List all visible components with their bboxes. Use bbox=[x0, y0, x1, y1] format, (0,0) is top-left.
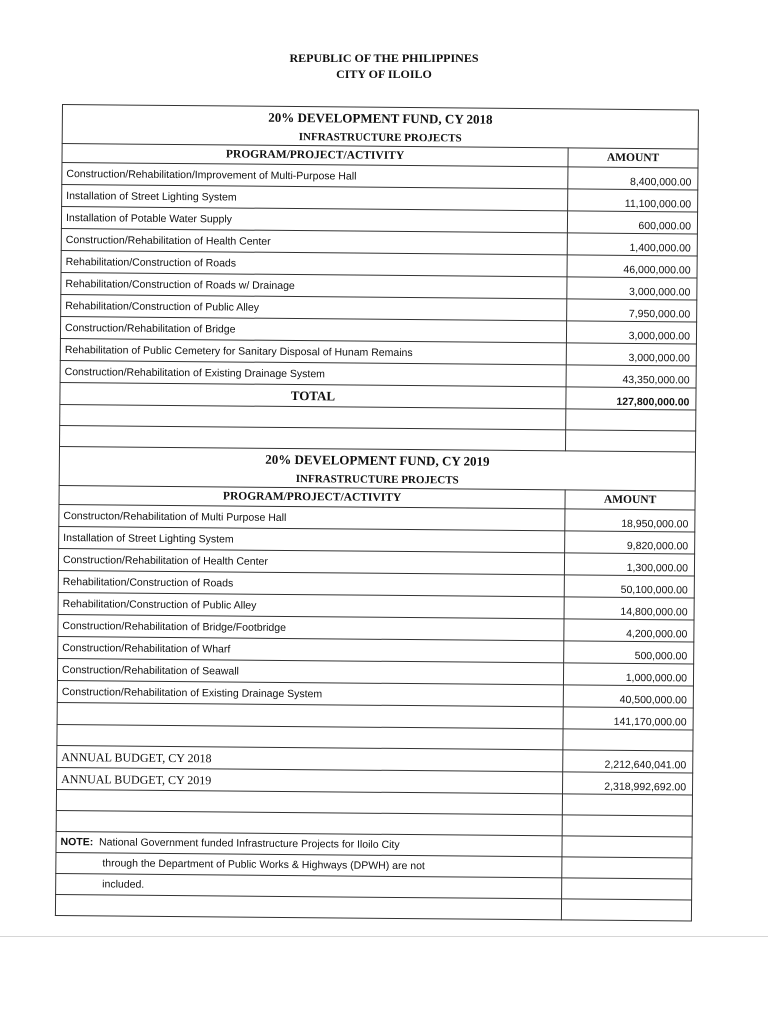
scan-page-edge bbox=[0, 936, 768, 937]
fund-2018-col-amount: AMOUNT bbox=[568, 148, 698, 168]
project-label: Rehabilitation/Construction of Roads bbox=[58, 570, 564, 596]
budget-table bbox=[55, 104, 699, 922]
fund-2018-total-amount: 127,800,000.00 bbox=[566, 387, 696, 410]
project-label: Rehabilitation/Construction of Roads bbox=[61, 250, 567, 276]
note-line-2: through the Department of Public Works & Highways (DPWH) are not bbox=[56, 852, 562, 877]
budget-2018-amount: 2,212,640,041.00 bbox=[563, 750, 693, 773]
project-label: Construction/Rehabilitation of Health Center bbox=[58, 548, 564, 574]
fund-2019-subtitle: INFRASTRUCTURE PROJECTS bbox=[59, 469, 695, 491]
project-amount: 8,400,000.00 bbox=[568, 167, 698, 190]
project-amount: 50,100,000.00 bbox=[564, 575, 694, 598]
project-amount: 500,000.00 bbox=[564, 641, 694, 664]
fund-2018-total-label: TOTAL bbox=[60, 382, 566, 408]
note-text-1: National Government funded Infrastructure Projects for Iloilo City bbox=[99, 836, 400, 851]
project-amount: 600,000.00 bbox=[567, 211, 697, 234]
project-label: Construction/Rehabilitation of Wharf bbox=[58, 636, 564, 662]
project-amount: 1,000,000.00 bbox=[563, 663, 693, 686]
project-label: Construction/Rehabilitation of Existing Drainage System bbox=[60, 360, 566, 386]
blank-row bbox=[55, 894, 691, 921]
note-label: NOTE: bbox=[60, 836, 94, 849]
project-amount: 1,400,000.00 bbox=[567, 233, 697, 256]
project-label: Construction/Rehabilitation of Bridge bbox=[60, 316, 566, 342]
fund-2019-col-program: PROGRAM/PROJECT/ACTIVITY bbox=[59, 485, 565, 508]
project-label: Installation of Street Lighting System bbox=[62, 185, 568, 211]
project-amount: 18,950,000.00 bbox=[565, 509, 695, 532]
project-label: Construction/Rehabilitation of Bridge/Footbridge bbox=[58, 614, 564, 640]
project-amount: 40,500,000.00 bbox=[563, 685, 693, 708]
project-label: Rehabilitation of Public Cemetery for Sanitary Disposal of Hunam Remains bbox=[60, 338, 566, 364]
project-amount: 11,100,000.00 bbox=[568, 189, 698, 212]
project-label: Construction/Rehabilitation of Health Center bbox=[61, 228, 567, 254]
fund-2018-col-program: PROGRAM/PROJECT/ACTIVITY bbox=[62, 144, 568, 167]
header-city: CITY OF ILOILO bbox=[336, 67, 432, 81]
project-amount: 3,000,000.00 bbox=[566, 343, 696, 366]
fund-2019-col-amount: AMOUNT bbox=[565, 490, 695, 510]
header-republic: REPUBLIC OF THE PHILIPPINES bbox=[289, 51, 479, 65]
budget-2019-amount: 2,318,992,692.00 bbox=[562, 772, 692, 795]
fund-2018-subtitle: INFRASTRUCTURE PROJECTS bbox=[62, 127, 698, 149]
budget-2018-label: ANNUAL BUDGET, CY 2018 bbox=[57, 745, 563, 771]
budget-2019-label: ANNUAL BUDGET, CY 2019 bbox=[57, 767, 563, 793]
project-amount: 1,300,000.00 bbox=[564, 553, 694, 576]
project-label: Construction/Rehabilitation of Existing Drainage System bbox=[57, 680, 563, 706]
project-label: Rehabilitation/Construction of Public Alley bbox=[58, 592, 564, 618]
project-label: Rehabilitation/Construction of Roads w/ Drainage bbox=[61, 272, 567, 298]
project-label: Construction/Rehabilitation/Improvement of Multi-Purpose Hall bbox=[62, 163, 568, 189]
project-label: Rehabilitation/Construction of Public Alley bbox=[61, 294, 567, 320]
project-amount: 3,000,000.00 bbox=[567, 277, 697, 300]
document-header bbox=[0, 50, 768, 82]
project-amount: 43,350,000.00 bbox=[566, 365, 696, 388]
project-amount: 7,950,000.00 bbox=[567, 299, 697, 322]
project-label: Constructon/Rehabilitation of Multi Purpose Hall bbox=[59, 504, 565, 530]
project-label: Installation of Street Lighting System bbox=[59, 526, 565, 552]
project-amount: 14,800,000.00 bbox=[564, 597, 694, 620]
budget-sheet bbox=[55, 104, 702, 922]
project-amount: 3,000,000.00 bbox=[566, 321, 696, 344]
project-amount: 9,820,000.00 bbox=[565, 531, 695, 554]
fund-2018-title: 20% DEVELOPMENT FUND, CY 2018 bbox=[62, 105, 698, 133]
note-line-3: included. bbox=[56, 873, 562, 898]
fund-2019-total-amount: 141,170,000.00 bbox=[563, 707, 693, 730]
fund-2019-title: 20% DEVELOPMENT FUND, CY 2019 bbox=[59, 446, 695, 474]
project-amount: 4,200,000.00 bbox=[564, 619, 694, 642]
project-label: Construction/Rehabilitation of Seawall bbox=[57, 658, 563, 684]
project-label: Installation of Potable Water Supply bbox=[61, 207, 567, 233]
project-amount: 46,000,000.00 bbox=[567, 255, 697, 278]
